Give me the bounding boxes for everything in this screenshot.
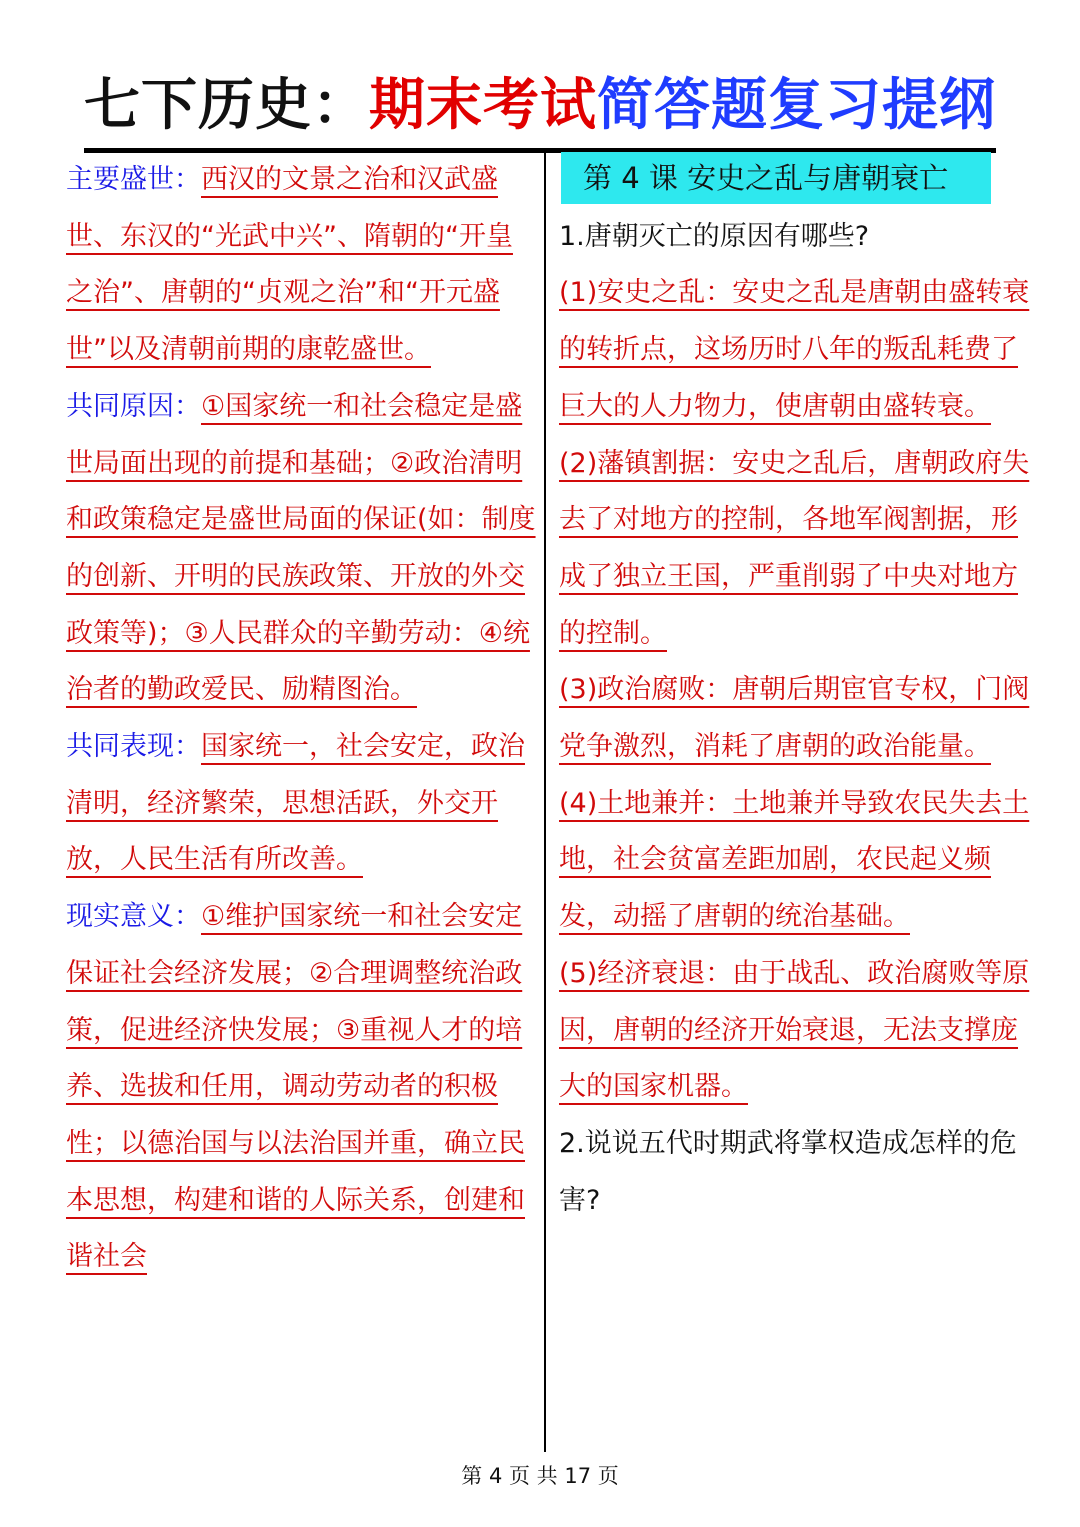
answer-text: (2)藩镇割据：安史之乱后，唐朝政府失去了对地方的控制，各地军阀割据，形成了独立王国，严重削弱了中央对地方的控制。	[559, 447, 1030, 649]
section-answer: ①维护国家统一和社会安定保证社会经济发展；②合理调整统治政策，促进经济快发展；③重视人才的培养、选拔和任用，调动劳动者的积极性；以德治国与以法治国并重，确立民本思想，构建和谐的人际关系，创建和谐社会	[66, 901, 525, 1273]
page-title	[0, 66, 1080, 153]
title-underline	[84, 66, 996, 153]
answer-text: (3)政治腐败：唐朝后期宦官专权，门阀党争激烈，消耗了唐朝的政治能量。	[559, 674, 1030, 763]
section-answer: ①国家统一和社会稳定是盛世局面出现的前提和基础；②政治清明和政策稳定是盛世局面的保证(如：制度的创新、开明的民族政策、开放的外交政策等)；③人民群众的辛勤劳动：④统治者的勤政爱民、励精图治。	[66, 390, 536, 706]
title-part-subject: 七下历史：	[84, 73, 369, 138]
left-column	[66, 152, 536, 1286]
right-column	[559, 152, 1039, 1229]
section-label: 共同表现：	[66, 731, 201, 763]
answer-item	[559, 265, 1039, 435]
title-part-exam: 期末考试	[369, 73, 597, 138]
section-answer: 西汉的文景之治和汉武盛世、东汉的“光武中兴”、隋朝的“开皇之治”、唐朝的“贞观之治”和“开元盛世”以及清朝前期的康乾盛世。	[66, 164, 513, 366]
lesson-title: 第 4 课 安史之乱与唐朝衰亡	[561, 152, 991, 204]
section-common-causes	[66, 379, 536, 719]
column-divider	[544, 150, 546, 1452]
answer-item	[559, 436, 1039, 663]
section-label: 主要盛世：	[66, 164, 201, 195]
section-label: 共同原因：	[66, 390, 201, 422]
section-answer: 国家统一，社会安定，政治清明，经济繁荣，思想活跃，外交开放，人民生活有所改善。	[66, 731, 525, 876]
page-number: 第 4 页 共 17 页	[461, 1464, 619, 1488]
section-common-features	[66, 719, 536, 889]
section-label: 现实意义：	[66, 901, 201, 933]
section-practical-significance	[66, 889, 536, 1286]
question-1: 1.唐朝灭亡的原因有哪些?	[559, 220, 870, 252]
answer-item	[559, 776, 1039, 946]
answer-text: (4)土地兼并：土地兼并导致农民失去土地，社会贫富差距加剧，农民起义频发，动摇了唐朝的统治基础。	[559, 787, 1030, 933]
answer-item	[559, 946, 1039, 1116]
answer-item	[559, 662, 1039, 775]
answer-text: (5)经济衰退：由于战乱、政治腐败等原因，唐朝的经济开始衰退，无法支撑庞大的国家机器。	[559, 957, 1030, 1103]
question-2: 2.说说五代时期武将掌权造成怎样的危害?	[559, 1127, 1017, 1216]
section-prosperous-ages	[66, 152, 536, 379]
title-part-outline: 简答题复习提纲	[597, 73, 996, 138]
answer-text: (1)安史之乱：安史之乱是唐朝由盛转衰的转折点，这场历时八年的叛乱耗费了巨大的人力物力，使唐朝由盛转衰。	[559, 277, 1030, 422]
